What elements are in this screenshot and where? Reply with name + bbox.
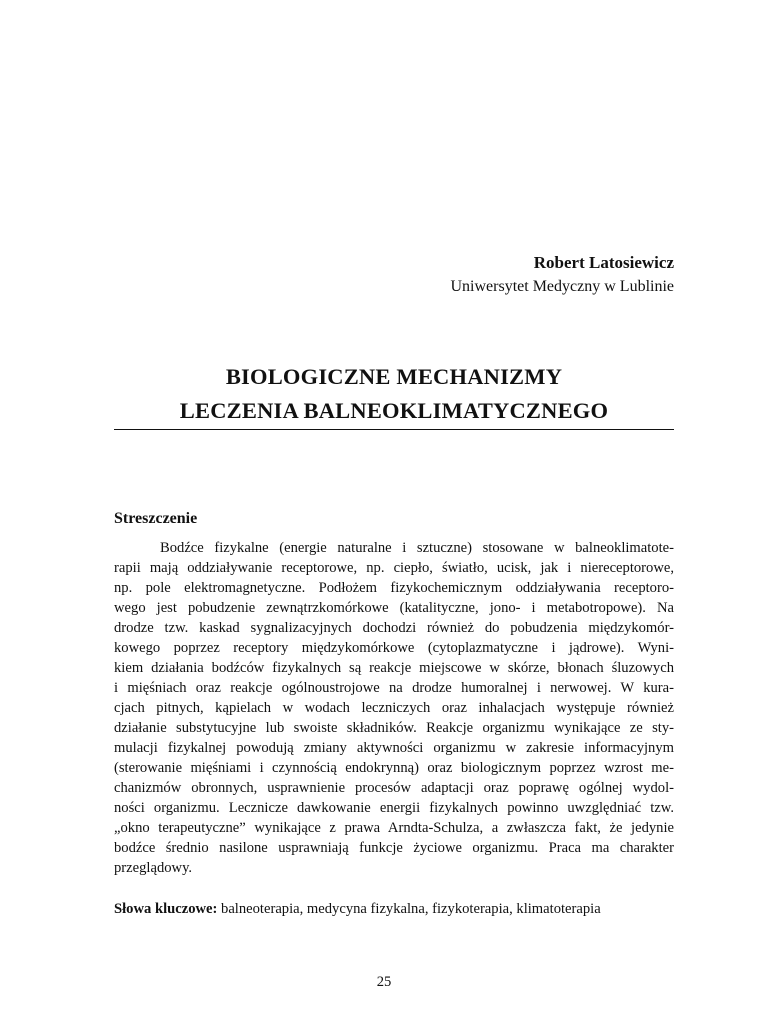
abstract-line: cjach pitnych, kąpielach w wodach leczniczych oraz inhalacjach występuje również	[114, 700, 674, 716]
abstract-line: i mięśniach oraz reakcje ogólnoustrojowe na drodze humoralnej i nerwowej. W kura-	[114, 680, 674, 696]
abstract-line: chanizmów obronnych, usprawnienie procesów adaptacji oraz poprawę ogólnej wydol-	[114, 780, 674, 796]
abstract-line: „okno terapeutyczne” wynikające z prawa Arndta-Schulza, a zwłaszcza fakt, że jedynie	[114, 820, 674, 836]
abstract-line: kiem działania bodźców fizykalnych są reakcje miejscowe w skórze, błonach śluzowych	[114, 660, 674, 676]
title-line-2: LECZENIA BALNEOKLIMATYCZNEGO	[179, 398, 609, 423]
title-divider	[114, 429, 674, 430]
abstract-heading: Streszczenie	[114, 510, 198, 527]
abstract-line: kowego poprzez receptory międzykomórkowe (cytoplazmatyczne i jądrowe). Wyni-	[114, 640, 674, 656]
abstract-line: wego jest pobudzenie zewnątrzkomórkowe (katalityczne, jono- i metabotropowe). Na	[114, 600, 674, 616]
abstract-line: rapii mają oddziaływanie receptorowe, np. ciepło, światło, ucisk, jak i niereceptorowe,	[114, 560, 674, 576]
abstract-line: drodze tzw. kaskad sygnalizacyjnych dochodzi również do pobudzenia międzykomór-	[114, 620, 674, 636]
keywords-label: Słowa kluczowe:	[114, 901, 218, 917]
title-line-1: BIOLOGICZNE MECHANIZMY	[225, 364, 563, 389]
abstract-line: (sterowanie mięśniami i czynnością endokrynną) oraz biologicznym poprzez wzrost me-	[114, 760, 674, 776]
abstract-line: bodźce średnio nasilone usprawniają funkcje życiowe organizmu. Praca ma charakter	[114, 840, 674, 856]
page-number: 25	[376, 974, 392, 990]
author-affiliation: Uniwersytet Medyczny w Lublinie	[450, 278, 674, 295]
abstract-line: działanie substytucyjne lub swoiste składników. Reakcje organizmu wynikające ze sty-	[114, 720, 674, 736]
abstract-line: przeglądowy.	[114, 860, 193, 876]
article-title	[114, 360, 674, 428]
abstract-line: Bodźce fizykalne (energie naturalne i sztuczne) stosowane w balneoklimatote-	[160, 540, 674, 556]
abstract-line: np. pole elektromagnetyczne. Podłożem fizykochemicznym oddziaływania receptoro-	[114, 580, 674, 596]
abstract-line: ności organizmu. Lecznicze dawkowanie energii fizykalnych powinno uwzględniać tzw.	[114, 800, 674, 816]
author-name: Robert Latosiewicz	[533, 253, 674, 272]
keywords-text: balneoterapia, medycyna fizykalna, fizykoterapia, klimatoterapia	[217, 901, 601, 917]
abstract-body	[114, 538, 674, 878]
keywords	[114, 899, 674, 919]
author-block	[451, 252, 675, 298]
abstract-line: mulacji fizykalnej powodują zmiany aktywności organizmu w zakresie informacyjnym	[114, 740, 674, 756]
